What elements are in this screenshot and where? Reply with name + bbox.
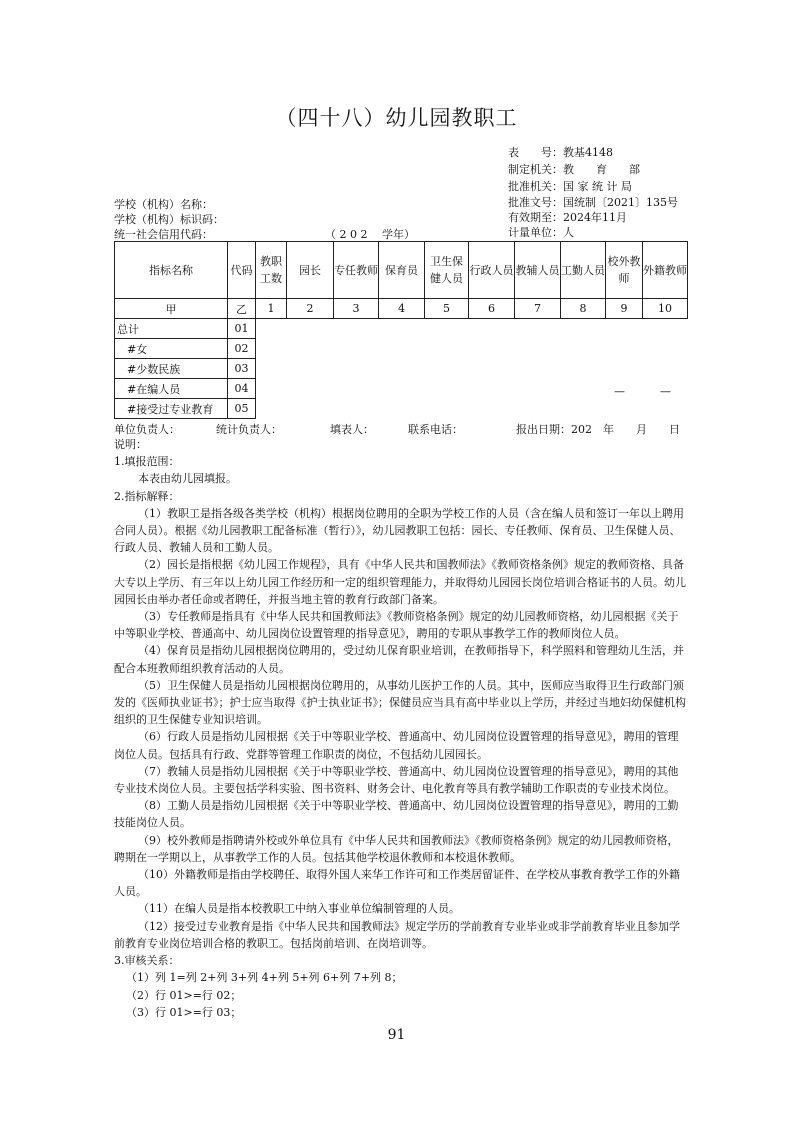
page-number: 91 bbox=[387, 1027, 406, 1043]
data-area bbox=[256, 319, 688, 419]
row-code: 05 bbox=[228, 399, 256, 419]
index-cell: 3 bbox=[334, 299, 379, 319]
meta-valid-until: 有效期至：2024年11月 bbox=[508, 211, 627, 224]
note-paragraph: （5）卫生保健人员是指幼儿园根据岗位聘用的，从事幼儿医护工作的人员。其中，医师应当取得卫生行政部门颁发的《医师执业证书》；护士应当取得《护士执业证书》；保健员应当具有高中毕业以上学历，并经过当地妇幼保健机构组织的卫生保健专业知识培训。 bbox=[114, 678, 686, 727]
row-code: 01 bbox=[228, 319, 256, 339]
note-paragraph: （9）校外教师是指聘请外校或外单位具有《中华人民共和国教师法》《教师资格条例》规定的幼儿园教师资格，聘期在一学期以上，从事教学工作的人员。包括其他学校退休教师和本校退休教师。 bbox=[114, 833, 679, 864]
note-paragraph: （1）教职工是指各级各类学校（机构）根据岗位聘用的全职为学校工作的人员（含在编人员和签订一年以上聘用合同人员）。根据《幼儿园教职工配备标准（暂行）》，幼儿园教职工包括：园长、专任教师、保育员、卫生保健人员、行政人员、教辅人员和工勤人员。 bbox=[114, 506, 684, 555]
note-paragraph: 3.审核关系： bbox=[114, 954, 180, 968]
header-code: 代码 bbox=[228, 242, 256, 299]
index-cell: 6 bbox=[469, 299, 515, 319]
index-cell: 乙 bbox=[228, 299, 256, 319]
header-external-teacher: 校外教师 bbox=[606, 242, 643, 299]
note-paragraph: （1）列 1=列 2+列 3+列 4+列 5+列 6+列 7+列 8； bbox=[126, 971, 403, 985]
header-staff-total: 教职工数 bbox=[256, 242, 287, 299]
row-label: #女 bbox=[115, 339, 228, 359]
note-paragraph: （11）在编人员是指本校教职工中纳入事业单位编制管理的人员。 bbox=[138, 902, 460, 916]
table-header-row bbox=[115, 242, 688, 299]
note-paragraph: （8）工勤人员是指幼儿园根据《关于中等职业学校、普通高中、幼儿园岗位设置管理的指导意见》，聘用的工勤技能岗位人员。 bbox=[114, 799, 679, 830]
meta-approval-doc: 批准文号：国统制〔2021〕135号 bbox=[508, 196, 678, 209]
index-cell: 2 bbox=[287, 299, 334, 319]
header-foreign-teacher: 外籍教师 bbox=[643, 242, 688, 299]
credit-code-label: 统一社会信用代码： bbox=[114, 228, 213, 241]
school-id-label: 学校（机构）标识码： bbox=[114, 213, 224, 226]
school-name-label: 学校（机构）名称： bbox=[114, 198, 213, 211]
stat-head-label: 统计负责人： bbox=[216, 423, 282, 436]
row-code: 02 bbox=[228, 339, 256, 359]
note-paragraph: （3）行 01>=行 03； bbox=[126, 1005, 242, 1019]
header-full-time-teacher: 专任教师 bbox=[334, 242, 379, 299]
phone-label: 联系电话： bbox=[408, 423, 463, 436]
row-label: #接受过专业教育 bbox=[115, 399, 228, 419]
note-paragraph: （7）教辅人员是指幼儿园根据《关于中等职业学校、普通高中、幼儿园岗位设置管理的指导意见》，聘用的其他专业技术岗位人员。主要包括学科实验、图书资料、财务会计、电化教育等具有教学辅助工作职责的专业技术岗位。 bbox=[114, 764, 679, 796]
note-paragraph: （2）园长是指根据《幼儿园工作规程》，具有《中华人民共和国教师法》《教师资格条例》规定的教师资格、具备大专以上学历、有三年以上幼儿园工作经历和一定的组织管理能力，并取得幼儿园园长岗位培训合格证书的人员。幼儿园园长由举办者任命或者聘任，并报当地主管的教育行政部门备案。 bbox=[114, 558, 686, 606]
header-aux-staff: 教辅人员 bbox=[515, 242, 561, 299]
header-admin-staff: 行政人员 bbox=[469, 242, 515, 299]
table-index-row bbox=[115, 299, 688, 319]
note-paragraph: 说明： bbox=[114, 438, 147, 451]
school-year: （ 2 0 2 学年） bbox=[325, 228, 415, 241]
header-health-staff: 卫生保健人员 bbox=[425, 242, 469, 299]
index-cell: 甲 bbox=[115, 299, 228, 319]
header-director: 园长 bbox=[287, 242, 334, 299]
filler-label: 填表人： bbox=[330, 423, 374, 436]
index-cell: 8 bbox=[561, 299, 606, 319]
meta-issuer: 制定机关：教 育 部 bbox=[508, 163, 640, 176]
header-indicator-name: 指标名称 bbox=[115, 242, 228, 299]
note-paragraph: 2.指标解释： bbox=[114, 489, 180, 503]
note-paragraph: （10）外籍教师是指由学校聘任、取得外国人来华工作许可和工作类居留证件、在学校从事教育教学工作的外籍人员。 bbox=[114, 868, 680, 899]
external-teacher-dash: — bbox=[614, 385, 625, 398]
index-cell: 10 bbox=[643, 299, 688, 319]
index-cell: 7 bbox=[515, 299, 561, 319]
index-cell: 1 bbox=[256, 299, 287, 319]
meta-unit: 计量单位：人 bbox=[508, 226, 574, 239]
notes-section bbox=[114, 436, 689, 1021]
header-nurse: 保育员 bbox=[379, 242, 425, 299]
row-label: 总计 bbox=[115, 319, 228, 339]
foreign-teacher-dash: — bbox=[660, 385, 671, 398]
row-code: 04 bbox=[228, 379, 256, 399]
note-paragraph: （6）行政人员是指幼儿园根据《关于中等职业学校、普通高中、幼儿园岗位设置管理的指导意见》，聘用的管理岗位人员。包括具有行政、党群等管理工作职责的岗位，不包括幼儿园园长。 bbox=[114, 730, 679, 761]
index-cell: 5 bbox=[425, 299, 469, 319]
note-paragraph: 1.填报范围： bbox=[114, 455, 180, 469]
unit-head-label: 单位负责人： bbox=[114, 423, 180, 436]
note-paragraph: （3）专任教师是指具有《中华人民共和国教师法》《教师资格条例》规定的幼儿园教师资格，幼儿园根据《关于中等职业学校、普通高中、幼儿园岗位设置管理的指导意见》，聘用的专职从事教学工作的教师岗位人员。 bbox=[114, 610, 679, 641]
page-title: （四十八）幼儿园教职工 bbox=[275, 106, 518, 130]
row-label: #在编人员 bbox=[115, 379, 228, 399]
table-row bbox=[115, 319, 688, 339]
row-code: 03 bbox=[228, 359, 256, 379]
row-label: #少数民族 bbox=[115, 359, 228, 379]
note-paragraph: （12）接受过专业教育是指《中华人民共和国教师法》规定学历的学前教育专业毕业或非学前教育毕业且参加学前教育专业岗位培训合格的教职工。包括岗前培训、在岗培训等。 bbox=[114, 919, 680, 950]
report-date-label: 报出日期：202 年 月 日 bbox=[516, 423, 680, 436]
meta-form-number: 表 号：教基4148 bbox=[508, 146, 613, 159]
meta-approver: 批准机关：国 家 统 计 局 bbox=[508, 180, 632, 193]
note-paragraph: （4）保育员是指幼儿园根据岗位聘用的，受过幼儿保育职业培训，在教师指导下，科学照料和管理幼儿生活，并配合本班教师组织教育活动的人员。 bbox=[114, 644, 684, 675]
note-paragraph: 本表由幼儿园填报。 bbox=[138, 472, 237, 486]
index-cell: 9 bbox=[606, 299, 643, 319]
header-service-staff: 工勤人员 bbox=[561, 242, 606, 299]
index-cell: 4 bbox=[379, 299, 425, 319]
staff-table bbox=[114, 241, 688, 419]
note-paragraph: （2）行 01>=行 02； bbox=[126, 988, 242, 1002]
